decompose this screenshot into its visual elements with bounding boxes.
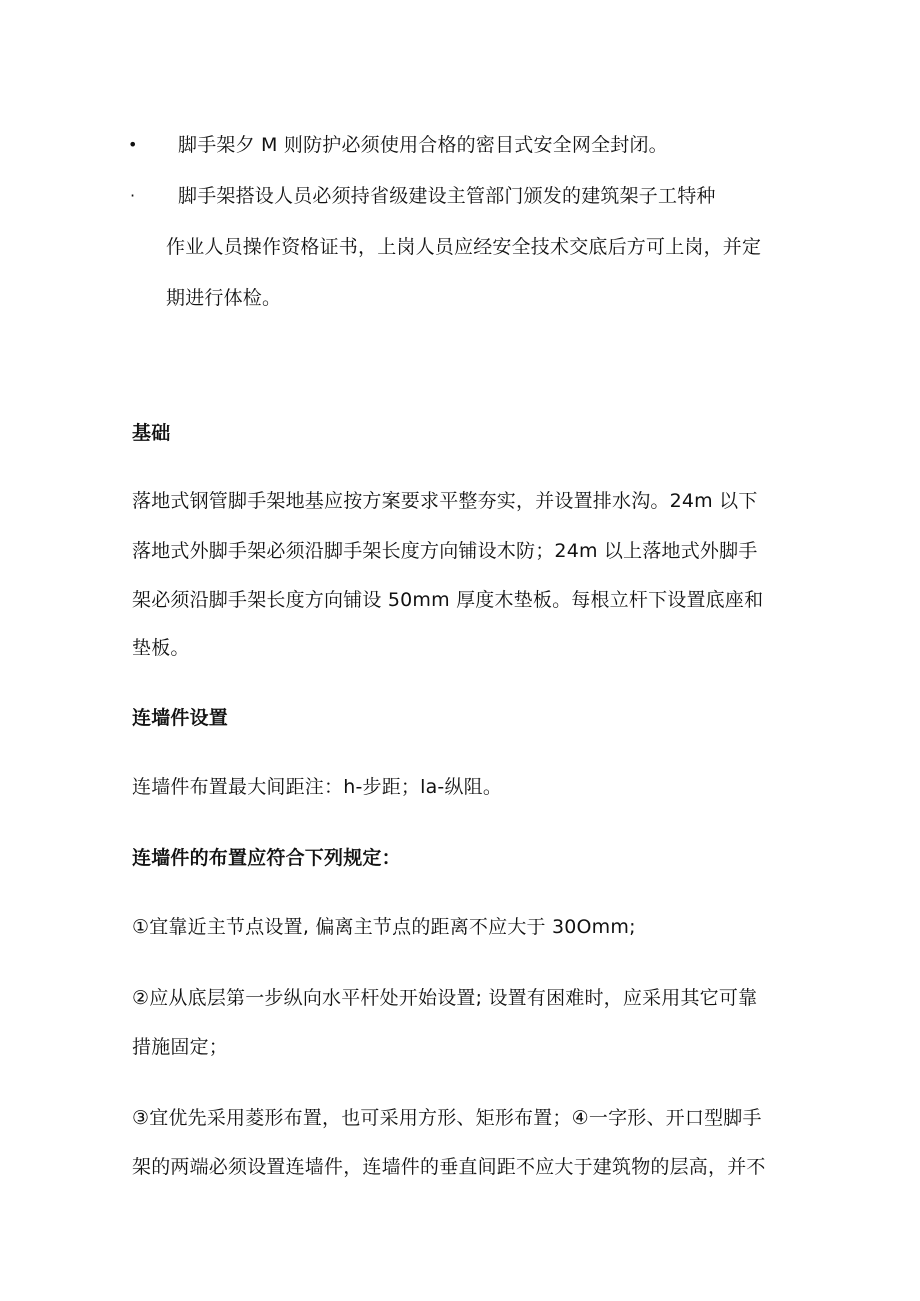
paragraph-line: 架必须沿脚手架长度方向铺设 50mm 厚度木垫板。每根立杆下设置底座和 [132, 589, 764, 611]
bullet-text: 脚手架搭设人员必须持省级建设主管部门颁发的建筑架子工特种 [178, 185, 716, 207]
bullet-text: 作业人员操作资格证书，上岗人员应经安全技术交底后方可上岗，并定 [166, 236, 762, 258]
section-heading: 连墙件设置 [132, 707, 229, 729]
section-heading: 基础 [132, 422, 171, 444]
rule-line: 措施固定； [132, 1036, 229, 1058]
paragraph-line: 连墙件布置最大间距注：h-步距；la-纵阻。 [132, 776, 503, 798]
rule-line: ①宜靠近主节点设置, 偏离主节点的距离不应大于 30Omm; [132, 916, 636, 938]
bullet-text: 期进行体检。 [166, 287, 282, 309]
rule-line: 架的两端必须设置连墙件，连墙件的垂直间距不应大于建筑物的层高，并不 [132, 1156, 766, 1178]
bullet-marker: · [130, 186, 136, 205]
paragraph-line: 垫板。 [132, 637, 190, 659]
paragraph-line: 落地式外脚手架必须沿脚手架长度方向铺设木防；24m 以上落地式外脚手 [132, 540, 758, 562]
paragraph-line: 落地式钢管脚手架地基应按方案要求平整夯实，并设置排水沟。24m 以下 [132, 490, 758, 512]
rule-line: ③宜优先采用菱形布置，也可采用方形、矩形布置；④一字形、开口型脚手 [132, 1107, 762, 1129]
subsection-heading: 连墙件的布置应符合下列规定： [132, 847, 401, 869]
bullet-text: 脚手架夕 M 则防护必须使用合格的密目式安全网全封闭。 [178, 134, 668, 156]
rule-line: ②应从底层第一步纵向水平杆处开始设置; 设置有困难时，应采用其它可靠 [132, 987, 758, 1009]
bullet-marker: • [128, 135, 138, 154]
